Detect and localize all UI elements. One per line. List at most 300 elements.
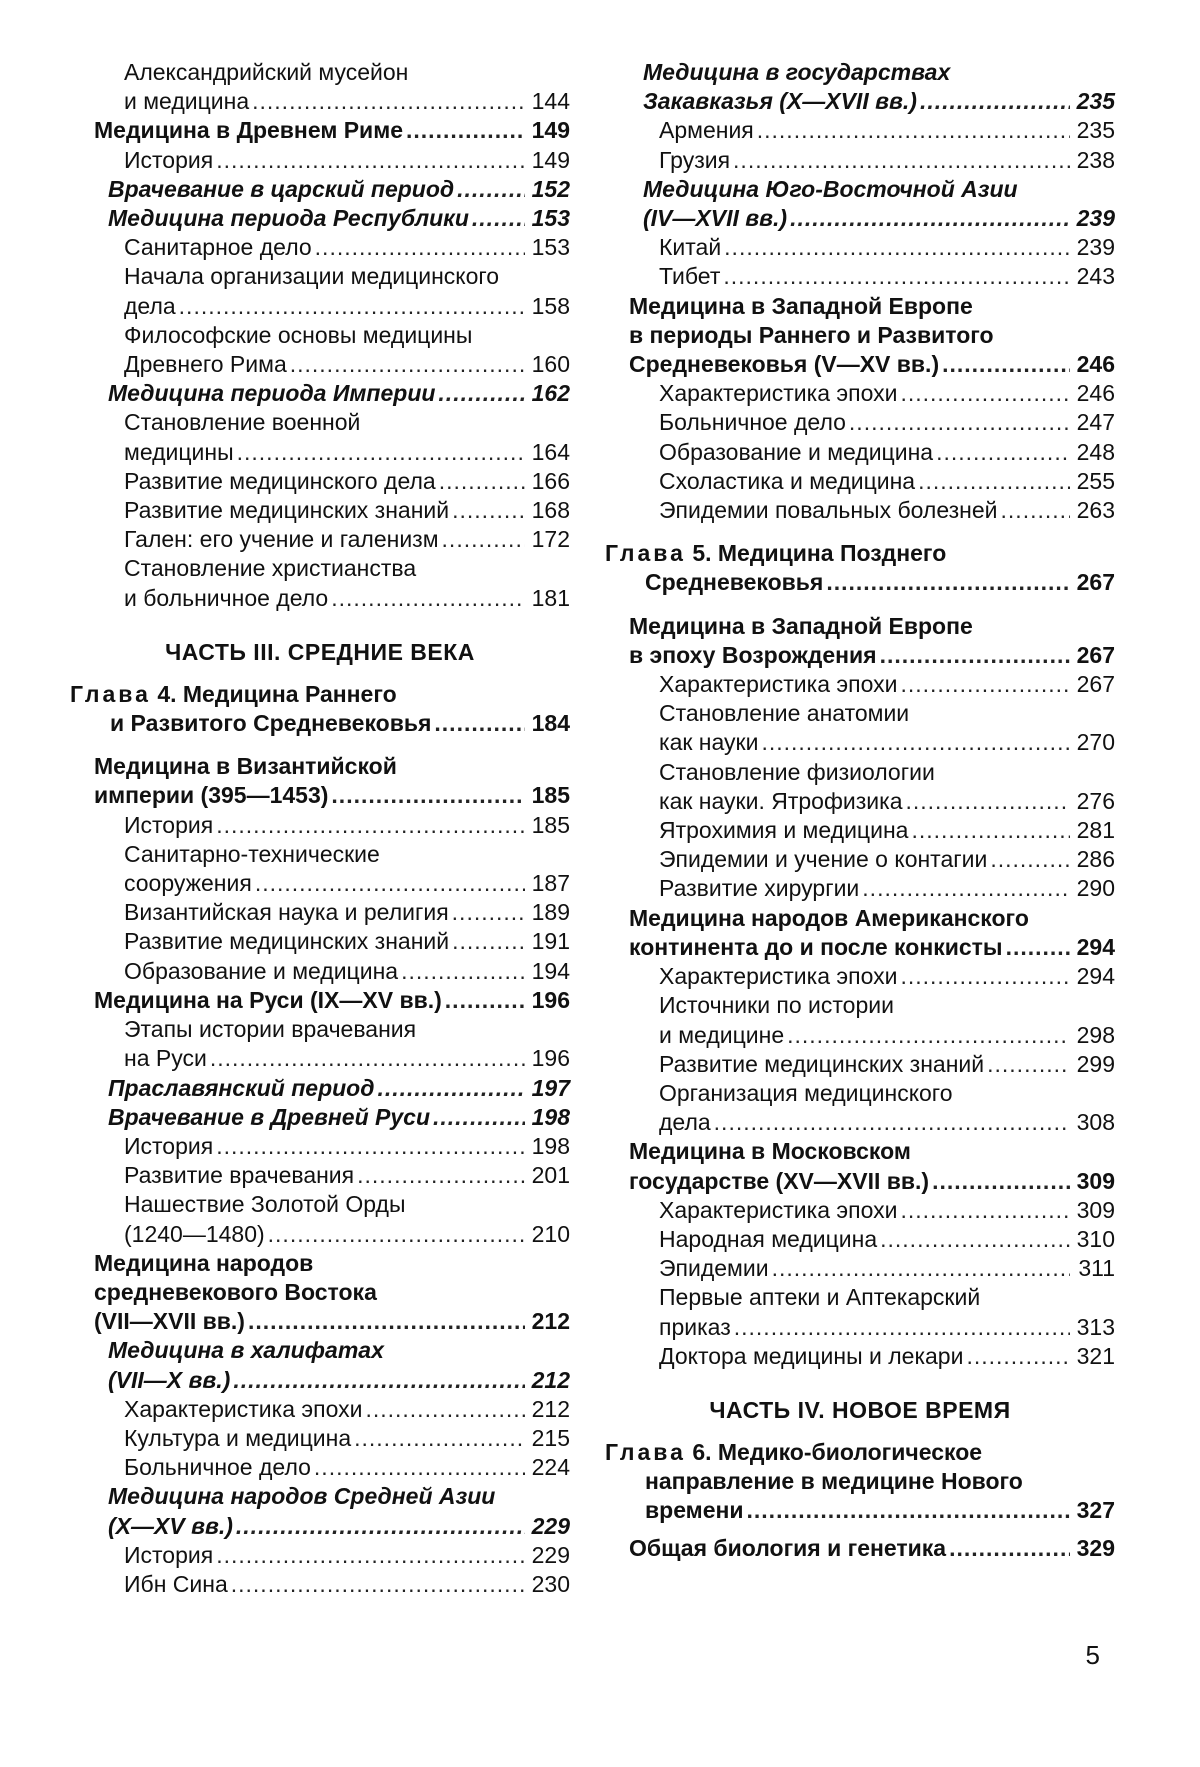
toc-entry-title: дела — [124, 292, 176, 319]
toc-entry[interactable] — [605, 1167, 1115, 1196]
toc-entry[interactable] — [70, 204, 570, 233]
dot-leader — [438, 379, 525, 408]
toc-entry-page: 247 — [1076, 409, 1115, 436]
toc-entry[interactable] — [70, 1307, 570, 1336]
toc-entry-title: Характеристика эпохи — [659, 380, 898, 407]
toc-entry-title: как науки. Ятрофизика — [659, 787, 903, 814]
dot-leader — [911, 816, 1070, 845]
toc-entry[interactable] — [605, 1496, 1115, 1525]
toc-entry[interactable] — [605, 1254, 1115, 1283]
toc-entry-title: Медицина в Московском — [629, 1138, 911, 1165]
toc-entry[interactable] — [605, 699, 1115, 728]
toc-entry-page: 210 — [531, 1220, 570, 1247]
toc-entry-title: (X—XV вв.) — [108, 1512, 233, 1539]
toc-entry-title: Развитие медицинского дела — [124, 467, 436, 494]
dot-leader — [1001, 496, 1070, 525]
toc-entry-title: Характеристика эпохи — [659, 963, 898, 990]
toc-entry-page: 309 — [1076, 1167, 1115, 1194]
toc-entry-title: Организация медицинского — [659, 1079, 953, 1106]
toc-entry[interactable] — [605, 1108, 1115, 1137]
dot-leader — [990, 845, 1070, 874]
toc-entry-page: 281 — [1076, 817, 1115, 844]
toc-entry[interactable] — [605, 1283, 1115, 1312]
toc-entry-title: Древнего Рима — [124, 351, 287, 378]
toc-entry[interactable] — [70, 116, 570, 145]
toc-entry-page: 270 — [1076, 729, 1115, 756]
dot-leader — [331, 781, 525, 810]
toc-entry-title: Общая биология и генетика — [629, 1534, 947, 1561]
toc-entry-page: 158 — [531, 292, 570, 319]
toc-entry[interactable] — [605, 408, 1115, 437]
toc-entry-title: Санитарное дело — [124, 234, 312, 261]
toc-entry[interactable] — [70, 957, 570, 986]
dot-leader — [932, 1167, 1070, 1196]
toc-entry[interactable] — [70, 1220, 570, 1249]
dot-leader — [233, 1366, 525, 1395]
dot-leader — [231, 1570, 525, 1599]
toc-entry-title: Развитие врачевания — [124, 1162, 355, 1189]
toc-entry[interactable] — [70, 1541, 570, 1570]
toc-entry[interactable] — [70, 781, 570, 810]
toc-entry[interactable] — [70, 1395, 570, 1424]
toc-entry-title: континента до и после конкисты — [629, 933, 1003, 960]
toc-entry-page: 212 — [531, 1308, 570, 1335]
toc-entry-page: 310 — [1076, 1225, 1115, 1252]
toc-entry-title: Глава 6. Медико-биологическое — [605, 1438, 983, 1465]
dot-leader — [826, 568, 1070, 597]
toc-entry-page: 164 — [531, 438, 570, 465]
toc-entry-title: Развитие медицинских знаний — [659, 1050, 985, 1077]
toc-entry[interactable] — [70, 1482, 570, 1511]
toc-entry-title: и медицине — [659, 1021, 785, 1048]
dot-leader — [434, 709, 525, 738]
dot-leader — [880, 641, 1070, 670]
toc-entry[interactable] — [605, 1050, 1115, 1079]
toc-entry-title: Медицина на Руси (IX—XV вв.) — [94, 986, 442, 1013]
toc-entry[interactable] — [605, 845, 1115, 874]
toc-entry[interactable] — [70, 58, 570, 87]
toc-entry[interactable] — [70, 438, 570, 467]
dot-leader — [248, 1307, 525, 1336]
toc-entry-title: Характеристика эпохи — [659, 1196, 898, 1223]
toc-entry[interactable] — [605, 292, 1115, 321]
toc-entry-title: сооружения — [124, 870, 252, 897]
toc-entry[interactable] — [70, 1015, 570, 1044]
toc-entry[interactable] — [605, 1079, 1115, 1108]
toc-entry-title: Становление христианства — [124, 555, 417, 582]
toc-entry[interactable] — [70, 525, 570, 554]
dot-leader — [942, 350, 1070, 379]
toc-entry[interactable] — [70, 292, 570, 321]
toc-entry-title: Глава 5. Медицина Позднего — [605, 540, 947, 567]
toc-entry-title: медицины — [124, 438, 234, 465]
toc-entry[interactable] — [605, 933, 1115, 962]
toc-entry-title: Развитие медицинских знаний — [124, 928, 450, 955]
dot-leader — [290, 350, 525, 379]
toc-entry-title: Медицина народов Американского — [629, 904, 1029, 931]
spacer — [605, 525, 1115, 539]
dot-leader — [442, 525, 525, 554]
toc-entry[interactable] — [70, 87, 570, 116]
toc-entry-title: государстве (XV—XVII вв.) — [629, 1167, 930, 1194]
toc-entry-title: (VII—X вв.) — [108, 1366, 231, 1393]
dot-leader — [714, 1108, 1070, 1137]
toc-entry-title: Грузия — [659, 146, 731, 173]
toc-entry[interactable] — [605, 467, 1115, 496]
toc-entry[interactable] — [70, 554, 570, 583]
dot-leader — [900, 1196, 1070, 1225]
toc-entry-title: Медицина в Западной Европе — [629, 292, 973, 319]
toc-column-left — [70, 58, 570, 1599]
toc-entry-title: Праславянский период — [108, 1074, 375, 1101]
dot-leader — [216, 1132, 525, 1161]
toc-entry[interactable] — [70, 1424, 570, 1453]
toc-entry[interactable] — [605, 641, 1115, 670]
dot-leader — [966, 1342, 1070, 1371]
toc-entry[interactable] — [605, 350, 1115, 379]
toc-entry-page: 181 — [531, 584, 570, 611]
toc-entry[interactable] — [605, 787, 1115, 816]
toc-entry-page: 149 — [531, 146, 570, 173]
toc-entry-title: и медицина — [124, 88, 250, 115]
toc-entry[interactable] — [605, 568, 1115, 597]
dot-leader — [452, 496, 525, 525]
dot-leader — [255, 869, 525, 898]
toc-entry[interactable] — [70, 927, 570, 956]
toc-entry[interactable] — [605, 991, 1115, 1020]
toc-entry[interactable] — [70, 986, 570, 1015]
toc-entry-title: Медицина в Древнем Риме — [94, 117, 404, 144]
toc-entry[interactable] — [605, 379, 1115, 408]
toc-entry-title: Народная медицина — [659, 1225, 878, 1252]
spacer — [605, 1526, 1115, 1534]
toc-entry-page: 160 — [531, 351, 570, 378]
toc-entry-page: 230 — [531, 1570, 570, 1597]
toc-entry[interactable] — [70, 408, 570, 437]
toc-entry[interactable] — [70, 811, 570, 840]
page-number: 5 — [1085, 1640, 1100, 1670]
dot-leader — [724, 233, 1070, 262]
toc-entry[interactable] — [70, 467, 570, 496]
toc-entry-title: Культура и медицина — [124, 1424, 352, 1451]
toc-entry-title: Больничное дело — [124, 1454, 311, 1481]
toc-entry[interactable] — [605, 175, 1115, 204]
toc-entry-title: Санитарно-технические — [124, 840, 380, 867]
dot-leader — [723, 262, 1070, 291]
dot-leader — [790, 204, 1070, 233]
toc-entry-page: 267 — [1076, 569, 1115, 596]
toc-entry-title: Средневековья — [645, 569, 824, 596]
toc-entry[interactable] — [605, 116, 1115, 145]
toc-entry[interactable] — [605, 1225, 1115, 1254]
toc-entry-page: 299 — [1076, 1050, 1115, 1077]
dot-leader — [452, 898, 525, 927]
toc-entry-page: 194 — [531, 957, 570, 984]
toc-entry-title: Медицина народов Средней Азии — [108, 1483, 496, 1510]
toc-entry[interactable] — [70, 1190, 570, 1219]
dot-leader — [472, 204, 525, 233]
toc-entry[interactable] — [70, 1366, 570, 1395]
toc-entry-title: на Руси — [124, 1045, 207, 1072]
toc-entry-title: Эпидемии и учение о контагии — [659, 846, 988, 873]
dot-leader — [236, 1512, 525, 1541]
toc-entry-title: История — [124, 146, 214, 173]
toc-entry-page: 239 — [1076, 234, 1115, 261]
toc-entry[interactable] — [605, 262, 1115, 291]
toc-entry-page: 308 — [1076, 1109, 1115, 1136]
toc-entry-page: 309 — [1076, 1196, 1115, 1223]
toc-entry-page: 152 — [531, 175, 570, 202]
toc-entry[interactable] — [70, 584, 570, 613]
toc-entry-title: Ятрохимия и медицина — [659, 817, 909, 844]
dot-leader — [377, 1074, 525, 1103]
toc-entry-title: Медицина периода Империи — [108, 380, 436, 407]
toc-entry-title: Доктора медицины и лекари — [659, 1342, 964, 1369]
toc-entry-title: империи (395—1453) — [94, 782, 329, 809]
toc-entry-page: 149 — [531, 117, 570, 144]
toc-entry-page: 286 — [1076, 846, 1115, 873]
toc-entry[interactable] — [605, 904, 1115, 933]
toc-entry-page: 255 — [1076, 467, 1115, 494]
toc-entry-page: 235 — [1076, 117, 1115, 144]
dot-leader — [1006, 933, 1070, 962]
toc-entry-title: История — [124, 1541, 214, 1568]
toc-entry[interactable] — [605, 1467, 1115, 1496]
dot-leader — [354, 1424, 525, 1453]
toc-entry-page: 298 — [1076, 1021, 1115, 1048]
toc-entry-title: Начала организации медицинского — [124, 263, 500, 290]
toc-entry[interactable] — [70, 496, 570, 525]
dot-leader — [733, 146, 1070, 175]
toc-entry-title: Больничное дело — [659, 409, 846, 436]
toc-entry-page: 153 — [531, 234, 570, 261]
toc-entry-title: История — [124, 811, 214, 838]
toc-entry-title: Развитие хирургии — [659, 875, 860, 902]
dot-leader — [906, 787, 1071, 816]
spacer — [605, 598, 1115, 612]
toc-entry[interactable] — [605, 816, 1115, 845]
toc-entry[interactable] — [605, 1438, 1115, 1467]
toc-entry-page: 212 — [531, 1366, 570, 1393]
dot-leader — [210, 1044, 525, 1073]
toc-entry-page: 243 — [1076, 263, 1115, 290]
toc-entry-page: 162 — [531, 380, 570, 407]
toc-entry[interactable] — [70, 898, 570, 927]
toc-entry-page: 246 — [1076, 351, 1115, 378]
toc-entry-title: Врачевание в Древней Руси — [108, 1103, 430, 1130]
toc-entry[interactable] — [605, 962, 1115, 991]
toc-entry-page: 189 — [531, 899, 570, 926]
toc-entry-title: Медицина Юго-Восточной Азии — [643, 175, 1018, 202]
toc-entry-title: Медицина в халифатах — [108, 1337, 384, 1364]
toc-entry[interactable] — [605, 670, 1115, 699]
toc-entry-page: 229 — [531, 1541, 570, 1568]
toc-entry[interactable] — [70, 709, 570, 738]
toc-entry-page: 290 — [1076, 875, 1115, 902]
toc-entry[interactable] — [605, 1313, 1115, 1342]
dot-leader — [761, 728, 1070, 757]
toc-entry[interactable] — [605, 1534, 1115, 1563]
toc-entry-page: 239 — [1076, 205, 1115, 232]
dot-leader — [314, 1453, 525, 1482]
toc-entry[interactable] — [605, 1196, 1115, 1225]
toc-entry-page: 212 — [531, 1395, 570, 1422]
toc-entry-page: 215 — [531, 1424, 570, 1451]
toc-entry-title: Гален: его учение и галенизм — [124, 526, 439, 553]
dot-leader — [987, 1050, 1070, 1079]
toc-entry-title: Эпидемии повальных болезней — [659, 497, 998, 524]
toc-entry-title: Медицина в Византийской — [94, 753, 397, 780]
toc-entry-title: Нашествие Золотой Орды — [124, 1191, 406, 1218]
toc-entry-title: Армения — [659, 117, 754, 144]
toc-entry-title: Характеристика эпохи — [124, 1395, 363, 1422]
toc-entry-page: 321 — [1076, 1342, 1115, 1369]
toc-entry-page: 198 — [531, 1132, 570, 1159]
toc-entry[interactable] — [70, 146, 570, 175]
toc-entry[interactable] — [605, 758, 1115, 787]
toc-entry[interactable] — [70, 680, 570, 709]
toc-entry-title: Китай — [659, 234, 722, 261]
toc-entry-title: Становление физиологии — [659, 758, 935, 785]
toc-entry[interactable] — [70, 1132, 570, 1161]
toc-entry[interactable] — [605, 321, 1115, 350]
toc-entry-page: 246 — [1076, 380, 1115, 407]
toc-entry[interactable] — [70, 1074, 570, 1103]
toc-entry-title: (IV—XVII вв.) — [643, 205, 788, 232]
toc-entry[interactable] — [70, 350, 570, 379]
toc-entry-title: Медицина в Западной Европе — [629, 612, 973, 639]
toc-entry-page: 144 — [531, 88, 570, 115]
toc-entry[interactable] — [70, 1044, 570, 1073]
toc-entry-page: 294 — [1076, 933, 1115, 960]
toc-entry[interactable] — [70, 321, 570, 350]
part-heading: ЧАСТЬ III. СРЕДНИЕ ВЕКА — [165, 638, 475, 665]
toc-entry-page: 198 — [531, 1103, 570, 1130]
toc-entry-page: 263 — [1076, 497, 1115, 524]
toc-entry[interactable] — [70, 1336, 570, 1365]
toc-entry-title: Медицина народов — [94, 1249, 314, 1276]
toc-entry-page: 238 — [1076, 146, 1115, 173]
toc-entry-title: приказ — [659, 1313, 731, 1340]
toc-entry-title: Образование и медицина — [659, 438, 934, 465]
dot-leader — [949, 1534, 1070, 1563]
toc-entry[interactable] — [70, 1103, 570, 1132]
toc-entry-title: Александрийский мусейон — [124, 59, 409, 85]
dot-leader — [401, 957, 525, 986]
dot-leader — [747, 1496, 1070, 1525]
toc-entry[interactable] — [605, 539, 1115, 568]
toc-entry[interactable] — [70, 1278, 570, 1307]
toc-entry-title: Первые аптеки и Аптекарский — [659, 1284, 981, 1311]
toc-entry-title: Врачевание в царский период — [108, 175, 455, 202]
toc-entry-page: 191 — [531, 928, 570, 955]
toc-entry-page: 294 — [1076, 963, 1115, 990]
toc-entry[interactable] — [70, 1512, 570, 1541]
toc-entry-page: 267 — [1076, 671, 1115, 698]
toc-entry-title: Эпидемии — [659, 1255, 769, 1282]
toc-entry-page: 201 — [531, 1162, 570, 1189]
toc-entry[interactable] — [605, 874, 1115, 903]
dot-leader — [216, 811, 525, 840]
toc-entry[interactable] — [70, 1453, 570, 1482]
dot-leader — [757, 116, 1070, 145]
dot-leader — [880, 1225, 1070, 1254]
toc-entry-title: средневекового Востока — [94, 1278, 377, 1305]
toc-entry-title: Византийская наука и религия — [124, 899, 449, 926]
toc-entry[interactable] — [70, 1570, 570, 1599]
toc-entry[interactable] — [70, 869, 570, 898]
toc-entry-page: 248 — [1076, 438, 1115, 465]
toc-entry[interactable] — [605, 438, 1115, 467]
toc-entry[interactable] — [605, 146, 1115, 175]
toc-entry[interactable] — [70, 1161, 570, 1190]
toc-entry[interactable] — [605, 1137, 1115, 1166]
toc-entry-title: История — [124, 1132, 214, 1159]
toc-entry-page: 168 — [531, 497, 570, 524]
dot-leader — [900, 379, 1070, 408]
toc-entry-title: Схоластика и медицина — [659, 467, 916, 494]
toc-entry-title: в периоды Раннего и Развитого — [629, 321, 994, 348]
toc-entry-page: 311 — [1078, 1255, 1115, 1282]
toc-entry-title: Характеристика эпохи — [659, 671, 898, 698]
toc-entry[interactable] — [605, 204, 1115, 233]
dot-leader — [452, 927, 525, 956]
dot-leader — [439, 467, 525, 496]
dot-leader — [237, 438, 525, 467]
dot-leader — [216, 1541, 525, 1570]
dot-leader — [331, 584, 525, 613]
dot-leader — [787, 1021, 1070, 1050]
toc-entry-page: 196 — [531, 1045, 570, 1072]
toc-entry[interactable] — [70, 175, 570, 204]
toc-entry[interactable] — [70, 233, 570, 262]
toc-entry[interactable] — [70, 1249, 570, 1278]
toc-entry[interactable] — [605, 1342, 1115, 1371]
toc-entry-title: и Развитого Средневековья — [110, 710, 432, 737]
toc-entry-title: Становление анатомии — [659, 700, 910, 727]
toc-entry[interactable] — [70, 840, 570, 869]
toc-entry-title: Тибет — [659, 263, 721, 290]
toc-entry-page: 153 — [531, 205, 570, 232]
dot-leader — [457, 175, 525, 204]
toc-column-right — [605, 58, 1115, 1563]
dot-leader — [315, 233, 525, 262]
toc-entry-page: 184 — [531, 710, 570, 737]
dot-leader — [268, 1220, 525, 1249]
dot-leader — [357, 1161, 525, 1190]
toc-entry-page: 196 — [531, 986, 570, 1013]
toc-entry[interactable] — [605, 1021, 1115, 1050]
toc-entry[interactable] — [70, 379, 570, 408]
toc-entry-title: (1240—1480) — [124, 1220, 265, 1247]
dot-leader — [936, 438, 1070, 467]
toc-entry[interactable] — [70, 752, 570, 781]
toc-entry[interactable] — [605, 612, 1115, 641]
toc-entry[interactable] — [605, 728, 1115, 757]
toc-entry[interactable] — [70, 262, 570, 291]
toc-entry[interactable] — [605, 233, 1115, 262]
toc-entry[interactable] — [605, 58, 1115, 87]
toc-entry[interactable] — [605, 87, 1115, 116]
toc-entry-page: 185 — [531, 782, 570, 809]
toc-entry-title: Становление военной — [124, 409, 361, 436]
toc-entry[interactable] — [605, 496, 1115, 525]
toc-entry-title: направление в медицине Нового — [645, 1468, 1023, 1495]
toc-entry-title: Философские основы медицины — [124, 321, 473, 348]
toc-entry-title: Глава 4. Медицина Раннего — [70, 680, 397, 707]
toc-entry-page: 224 — [531, 1454, 570, 1481]
toc-entry-title: Развитие медицинских знаний — [124, 497, 450, 524]
